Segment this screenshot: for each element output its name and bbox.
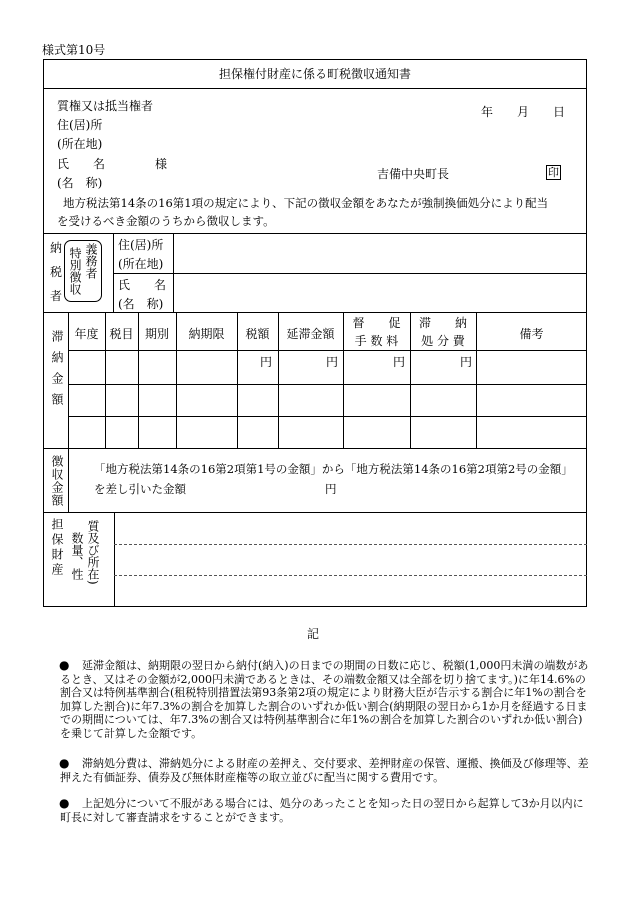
collection-line-1: 「地方税法第14条の16第2項第1号の金額」から「地方税法第14条の16第2項第2号の金額」 [94,462,573,476]
header-disposal-line1: 滞 納 [418,316,467,330]
date-month: 月 [517,105,530,119]
intro-line-2: を受けるべき金額のうちから徴収します。 [57,214,275,228]
taxpayer-location-label: (所在地) [118,257,164,271]
note-bullet-2: ● [59,756,70,770]
note-1: 延滞金額は、納期限の翌日から納付(納入)の日までの期間の日数に応じ、税額(1,000円未満の端数があるとき、又はその金額が2,000円未満であるときは、その端数金額又は全部を切り捨てます。)に年14.6%の割合又は特例基準割合(租税特別措置法第93条第2項の規定により財務大臣が告示する割合に年1%の割合を加算した割合)に年7.3%の割合を加算した割合のいずれか低い割合(納期限の翌日から1か月を経過する日までの期間については、年7.3%の割合又は特例基準割合に年1%の割合を加算した割合のいずれか低い割合)を乗じて計算した金額です。 [60,659,589,740]
unit-tax: 円 [260,355,273,369]
arrears-row-divider-1 [68,384,587,385]
header-fee-line1: 督 促 [352,316,401,330]
collection-divider-top [43,448,587,449]
collateral-col-2: 数量、性 [70,532,84,580]
taxpayer-name-label: 氏 名 [118,278,167,292]
date-day: 日 [553,105,566,119]
unit-delay: 円 [326,355,339,369]
ki-heading: 記 [307,627,320,641]
collateral-divider-top [43,512,587,513]
bracket-left-text: 特別徴収 [68,247,82,295]
official-seal: 印 [548,166,559,179]
collateral-side-label: 担保財産 [50,518,64,578]
taxpayer-side-3: 者 [50,289,63,303]
holder-label: 質権又は抵当権者 [57,99,154,113]
header-tax-item: 税目 [109,327,134,341]
note-2: 滞納処分費は、滞納処分による財産の差押え、交付要求、差押財産の保管、運搬、換価及び修理等、差押えた有価証券、債券及び無体財産権等の取立並びに配当に関する費用です。 [60,757,589,784]
unit-fee: 円 [393,355,406,369]
intro-line-1: 地方税法第14条の16第1項の規定により、下記の徴収金額をあなたが強制換価処分により配当 [63,196,549,210]
taxpayer-divider-top [43,233,587,234]
note-bullet-1: ● [59,658,70,672]
header-delay-amount: 延滞金額 [286,327,335,341]
collection-unit: 円 [325,482,337,496]
taxpayer-address-label: 住(居)所 [118,238,164,252]
arrears-header-divider [68,350,587,351]
header-disposal-line2: 処 分 費 [421,334,465,348]
arrears-side-label: 滞納金額 [50,330,64,414]
recipient-company-label: (名 称) [57,176,103,190]
unit-disposal: 円 [460,355,473,369]
bracket-right-text: 義務者 [84,243,98,279]
arrears-divider-top [43,312,587,313]
collateral-dash-2 [114,575,587,576]
collection-vline [68,448,69,512]
collection-side-label: 徴収金額 [50,455,64,507]
recipient-name-suffix: 様 [155,157,168,171]
taxpayer-company-label: (名 称) [118,297,164,311]
header-year: 年度 [74,327,99,341]
header-due-date: 納期限 [188,327,225,341]
collateral-dash-1 [114,544,587,545]
form-number: 様式第10号 [42,43,106,57]
arrears-row-divider-2 [68,416,587,417]
header-tax-amount: 税額 [245,327,270,341]
recipient-location-label: (所在地) [57,137,103,151]
issuer-name: 吉備中央町長 [377,167,450,181]
taxpayer-side-1: 納 [50,241,63,255]
collection-line-2: を差し引いた金額 [94,482,186,496]
header-period: 期別 [144,327,169,341]
form-title: 担保権付財産に係る町税徴収通知書 [218,67,411,81]
taxpayer-mid-divider [113,273,587,274]
recipient-name-label: 氏 名 [57,157,106,171]
recipient-address-label: 住(居)所 [57,118,103,132]
date-year: 年 [481,105,494,119]
header-fee-line2: 手 数 料 [354,334,399,348]
collateral-col-3: 質及び所在) [86,520,100,585]
note-3: 上記処分について不服がある場合には、処分のあったことを知った日の翌日から起算して3か月以内に町長に対して審査請求をすることができます。 [60,797,584,824]
title-divider [43,88,587,89]
header-remarks: 備考 [519,327,544,341]
taxpayer-side-2: 税 [50,265,63,279]
collateral-vline [114,512,115,607]
note-bullet-3: ● [59,796,70,810]
